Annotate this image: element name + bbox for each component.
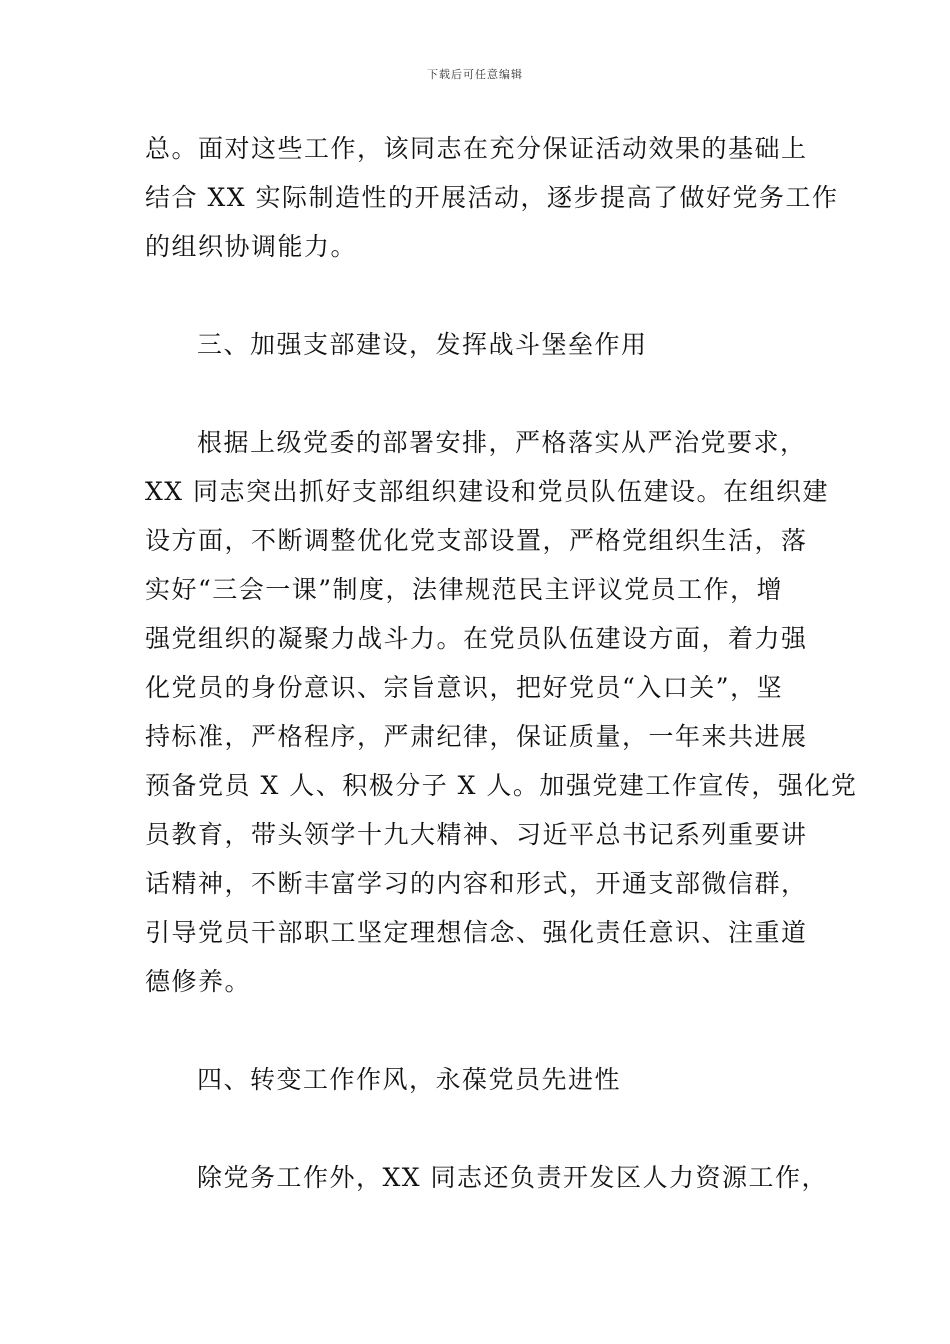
- text-line: 化党员的身份意识、宗旨意识，把好党员“入口关”，坚: [145, 673, 784, 702]
- text-line: 持标准，严格程序，严肃纪律，保证质量，一年来共进展: [145, 722, 808, 751]
- text-line: 员教育，带头领学十九大精神、习近平总书记系列重要讲: [145, 820, 808, 849]
- text-line: 预备党员 X 人、积极分子 X 人。加强党建工作宣传，强化党: [145, 771, 858, 800]
- paragraph: [145, 124, 839, 271]
- text-line: XX 同志突出抓好支部组织建设和党员队伍建设。在组织建: [145, 477, 830, 506]
- document-body: [145, 124, 858, 1202]
- paragraph-spacer: [145, 1104, 835, 1153]
- text-line: 结合 XX 实际制造性的开展活动，逐步提高了做好党务工作: [145, 183, 839, 212]
- section-heading: [145, 1055, 835, 1104]
- text-line: 设方面，不断调整优化党支部设置，严格党组织生活，落: [145, 526, 808, 555]
- section-heading: [145, 320, 835, 369]
- heading-line: 三、加强支部建设，发挥战斗堡垒作用: [197, 330, 648, 359]
- text-line: 的组织协调能力。: [145, 232, 358, 261]
- page-header-note: 下载后可任意编辑: [427, 68, 523, 81]
- text-line: 总。面对这些工作，该同志在充分保证活动效果的基础上: [145, 134, 808, 163]
- paragraph: [145, 418, 858, 1006]
- paragraph-spacer: [145, 369, 835, 418]
- heading-line: 四、转变工作作风，永葆党员先进性: [197, 1065, 622, 1094]
- paragraph-spacer: [145, 271, 835, 320]
- text-line: 实好“三会一课”制度，法律规范民主评议党员工作，增: [145, 575, 784, 604]
- text-line: 除党务工作外，XX 同志还负责开发区人力资源工作，: [197, 1163, 829, 1192]
- text-line: 根据上级党委的部署安排，严格落实从严治党要求，: [197, 428, 807, 457]
- text-line: 德修养。: [145, 967, 252, 996]
- text-line: 强党组织的凝聚力战斗力。在党员队伍建设方面，着力强: [145, 624, 808, 653]
- paragraph-spacer: [145, 1006, 835, 1055]
- paragraph: [145, 1153, 835, 1202]
- text-line: 引导党员干部职工坚定理想信念、强化责任意识、注重道: [145, 918, 808, 947]
- text-line: 话精神，不断丰富学习的内容和形式，开通支部微信群，: [145, 869, 808, 898]
